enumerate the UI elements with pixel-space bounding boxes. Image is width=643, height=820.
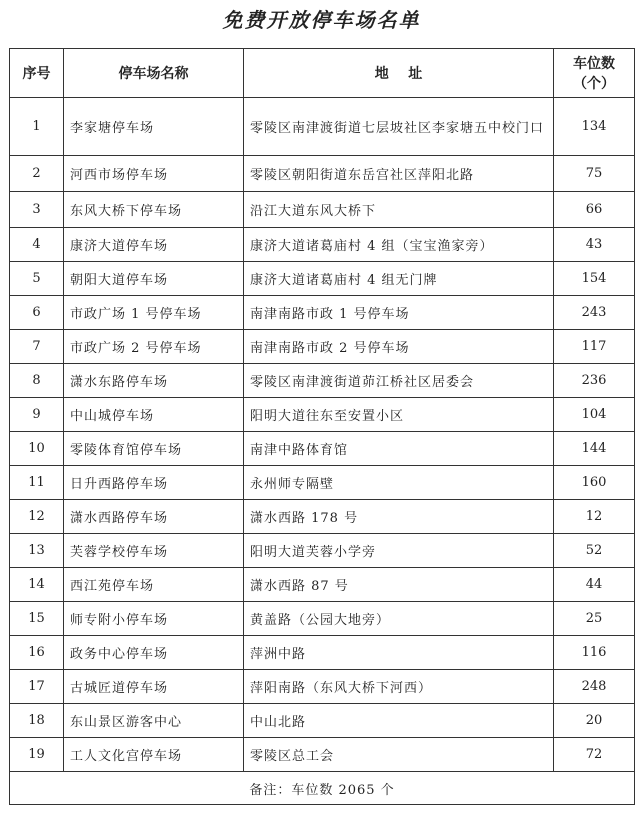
table-row — [10, 330, 635, 364]
row-no: 3 — [10, 192, 64, 228]
row-no: 16 — [10, 636, 64, 670]
row-no: 8 — [10, 364, 64, 398]
row-no: 12 — [10, 500, 64, 534]
row-name: 零陵体育馆停车场 — [64, 432, 244, 466]
row-address: 零陵区朝阳街道东岳宫社区萍阳北路 — [244, 156, 554, 192]
row-no: 2 — [10, 156, 64, 192]
row-spaces: 44 — [554, 568, 635, 602]
row-spaces: 75 — [554, 156, 635, 192]
row-address: 康济大道诸葛庙村 4 组无门牌 — [244, 262, 554, 296]
row-address: 黄盖路（公园大地旁） — [244, 602, 554, 636]
table-row — [10, 670, 635, 704]
row-address: 潇水西路 178 号 — [244, 500, 554, 534]
header-address: 地 址 — [244, 49, 554, 98]
row-address: 零陵区南津渡街道茆江桥社区居委会 — [244, 364, 554, 398]
table-row — [10, 534, 635, 568]
table-row — [10, 98, 635, 156]
row-address: 零陵区南津渡街道七层坡社区李家塘五中校门口 — [244, 98, 554, 156]
row-no: 14 — [10, 568, 64, 602]
row-name: 潇水西路停车场 — [64, 500, 244, 534]
row-name: 师专附小停车场 — [64, 602, 244, 636]
header-spaces-line2: （个） — [573, 76, 615, 92]
row-spaces: 117 — [554, 330, 635, 364]
row-name: 河西市场停车场 — [64, 156, 244, 192]
row-spaces: 160 — [554, 466, 635, 500]
row-address: 萍阳南路（东风大桥下河西） — [244, 670, 554, 704]
row-no: 17 — [10, 670, 64, 704]
row-no: 6 — [10, 296, 64, 330]
table-row — [10, 602, 635, 636]
row-address: 零陵区总工会 — [244, 738, 554, 772]
row-address: 潇水西路 87 号 — [244, 568, 554, 602]
document-title: 免费开放停车场名单 — [222, 8, 421, 32]
row-address: 康济大道诸葛庙村 4 组（宝宝渔家旁） — [244, 228, 554, 262]
table-header-row — [10, 49, 635, 98]
row-no: 4 — [10, 228, 64, 262]
footer-note: 备注：车位数 2065 个 — [10, 772, 635, 805]
row-address: 南津南路市政 2 号停车场 — [244, 330, 554, 364]
row-no: 11 — [10, 466, 64, 500]
row-address: 南津中路体育馆 — [244, 432, 554, 466]
row-spaces: 243 — [554, 296, 635, 330]
table-row — [10, 228, 635, 262]
table-row — [10, 738, 635, 772]
row-address: 南津南路市政 1 号停车场 — [244, 296, 554, 330]
row-no: 19 — [10, 738, 64, 772]
row-address: 沿江大道东风大桥下 — [244, 192, 554, 228]
row-name: 康济大道停车场 — [64, 228, 244, 262]
row-spaces: 104 — [554, 398, 635, 432]
table-row — [10, 568, 635, 602]
row-no: 15 — [10, 602, 64, 636]
table-row — [10, 704, 635, 738]
row-spaces: 116 — [554, 636, 635, 670]
row-name: 市政广场 1 号停车场 — [64, 296, 244, 330]
row-address: 萍洲中路 — [244, 636, 554, 670]
header-no: 序号 — [10, 49, 64, 98]
row-spaces: 154 — [554, 262, 635, 296]
table-row — [10, 262, 635, 296]
row-name: 西江苑停车场 — [64, 568, 244, 602]
row-name: 市政广场 2 号停车场 — [64, 330, 244, 364]
table-row — [10, 296, 635, 330]
table-row — [10, 466, 635, 500]
row-name: 潇水东路停车场 — [64, 364, 244, 398]
row-spaces: 144 — [554, 432, 635, 466]
row-spaces: 43 — [554, 228, 635, 262]
table-row — [10, 398, 635, 432]
row-name: 东风大桥下停车场 — [64, 192, 244, 228]
row-no: 9 — [10, 398, 64, 432]
row-address: 阳明大道芙蓉小学旁 — [244, 534, 554, 568]
row-name: 古城匠道停车场 — [64, 670, 244, 704]
header-spaces-line1: 车位数 — [573, 56, 615, 72]
parking-lot-table — [9, 48, 635, 805]
row-name: 芙蓉学校停车场 — [64, 534, 244, 568]
row-spaces: 72 — [554, 738, 635, 772]
table-row — [10, 500, 635, 534]
table-row — [10, 156, 635, 192]
row-address: 阳明大道往东至安置小区 — [244, 398, 554, 432]
header-name: 停车场名称 — [64, 49, 244, 98]
row-address: 永州师专隔壁 — [244, 466, 554, 500]
table-row — [10, 192, 635, 228]
row-name: 工人文化宫停车场 — [64, 738, 244, 772]
table-footer-row — [10, 772, 635, 805]
row-spaces: 134 — [554, 98, 635, 156]
row-name: 政务中心停车场 — [64, 636, 244, 670]
row-no: 5 — [10, 262, 64, 296]
row-spaces: 248 — [554, 670, 635, 704]
row-no: 1 — [10, 98, 64, 156]
row-name: 李家塘停车场 — [64, 98, 244, 156]
row-spaces: 25 — [554, 602, 635, 636]
row-name: 朝阳大道停车场 — [64, 262, 244, 296]
table-row — [10, 432, 635, 466]
header-spaces — [554, 49, 635, 98]
row-name: 东山景区游客中心 — [64, 704, 244, 738]
row-no: 13 — [10, 534, 64, 568]
row-spaces: 66 — [554, 192, 635, 228]
row-spaces: 52 — [554, 534, 635, 568]
row-spaces: 20 — [554, 704, 635, 738]
row-no: 7 — [10, 330, 64, 364]
row-spaces: 12 — [554, 500, 635, 534]
row-no: 18 — [10, 704, 64, 738]
row-address: 中山北路 — [244, 704, 554, 738]
row-no: 10 — [10, 432, 64, 466]
row-spaces: 236 — [554, 364, 635, 398]
table-body — [10, 98, 635, 772]
row-name: 日升西路停车场 — [64, 466, 244, 500]
row-name: 中山城停车场 — [64, 398, 244, 432]
table-row — [10, 364, 635, 398]
table-row — [10, 636, 635, 670]
